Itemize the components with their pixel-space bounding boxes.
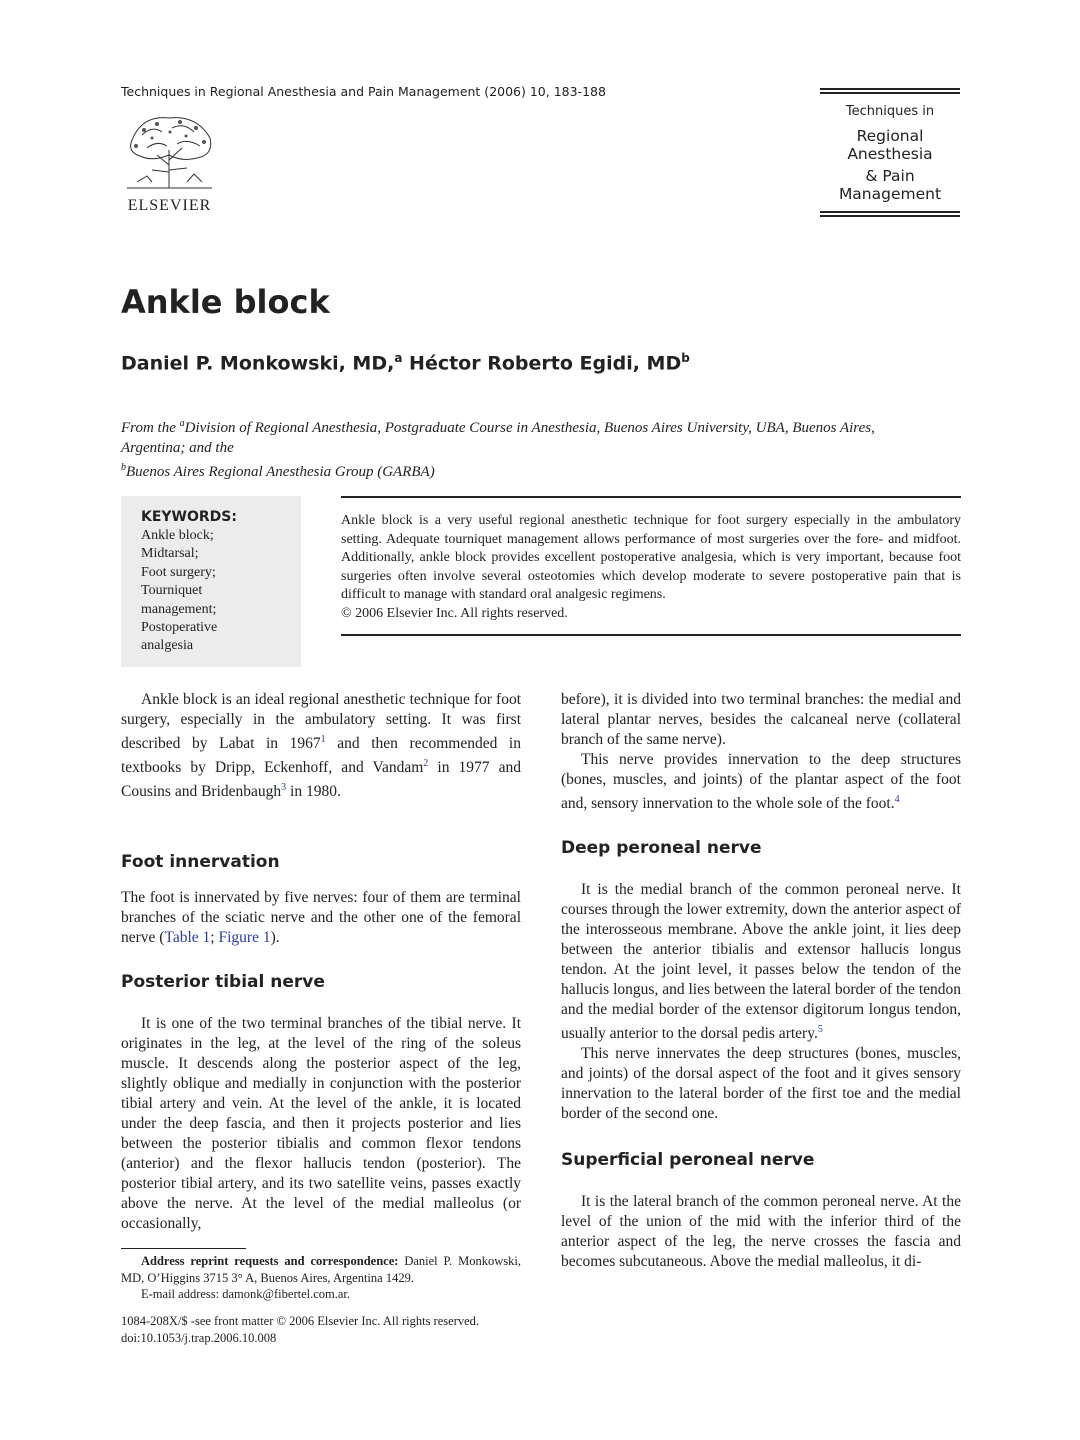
journal-logo-rule xyxy=(820,215,960,217)
keyword-item: Ankle block; xyxy=(141,528,214,543)
article-title: Ankle block xyxy=(121,283,330,321)
elsevier-logo xyxy=(122,110,217,215)
front-matter xyxy=(121,1313,479,1346)
keyword-item: Tourniquet xyxy=(141,583,203,599)
affiliation-marker: a xyxy=(394,351,403,365)
section-heading: Deep peroneal nerve xyxy=(561,838,762,859)
author-name: Daniel P. Monkowski, MD, xyxy=(121,352,395,375)
text-run: Ankle block is an ideal regional anesthetic technique for foot surgery, especially in the ambulatory setting. It was first described by Labat in 1967 xyxy=(121,691,521,753)
journal-logo-line3: & Pain Management xyxy=(838,167,942,203)
keyword-item: management; xyxy=(141,601,217,617)
author-name: Héctor Roberto Egidi, MD xyxy=(402,352,682,375)
left-column xyxy=(121,690,521,1234)
text-run: in 1977 and Cousins and Bridenbaugh xyxy=(121,759,521,801)
deep-peroneal-paragraph xyxy=(561,880,961,1044)
reference-link[interactable]: 3 xyxy=(281,782,287,794)
affiliation-prefix: From the xyxy=(121,420,180,436)
reference-link[interactable]: 4 xyxy=(894,794,900,805)
journal-logo xyxy=(820,86,960,219)
text-run: in 1980. xyxy=(286,783,341,801)
footnote-rule xyxy=(121,1248,246,1249)
affiliation-a: Division of Regional Anesthesia, Postgraduate Course in Anesthesia, Buenos Aires University, UBA, Buenos Aires, Argentina; and the xyxy=(121,420,875,456)
section-heading: Posterior tibial nerve xyxy=(121,972,325,993)
abstract-copyright: © 2006 Elsevier Inc. All rights reserved. xyxy=(341,605,568,621)
reference-link[interactable]: 5 xyxy=(817,1024,823,1036)
text-run: ; xyxy=(210,929,219,947)
keyword-item: Foot surgery; xyxy=(141,564,216,580)
journal-logo-rule xyxy=(820,88,960,90)
affiliation-b: Buenos Aires Regional Anesthesia Group (GARBA) xyxy=(126,464,435,480)
keyword-item: Postoperative xyxy=(141,620,218,636)
affiliation-marker: b xyxy=(681,351,690,365)
text-run: The foot is innervated by five nerves: four of them are terminal branches of the sciatic nerve and the other one of the femoral nerve ( xyxy=(121,889,521,947)
correspondence-address xyxy=(121,1253,521,1286)
foot-innervation-paragraph xyxy=(121,888,521,948)
text-run: and then recommended in textbooks by Dripp, Eckenhoff, and Vandam xyxy=(121,735,521,777)
intro-paragraph xyxy=(121,690,521,802)
running-head: Techniques in Regional Anesthesia and Pain Management (2006) 10, 183-188 xyxy=(121,84,606,99)
reference-link[interactable]: 1 xyxy=(320,734,326,745)
text-run: ). xyxy=(270,929,280,947)
posterior-tibial-continued: before), it is divided into two terminal branches: the medial and lateral plantar nerves, besides the calcaneal nerve (collateral branch of the same nerve). xyxy=(561,691,961,748)
table-link[interactable]: Table 1 xyxy=(164,929,211,947)
posterior-tibial-innervation xyxy=(561,750,961,814)
right-column xyxy=(561,690,961,1272)
superficial-peroneal-paragraph: It is the lateral branch of the common peroneal nerve. At the level of the union of the mid with the inferior third of the anterior aspect of the leg, the nerve crosses the fascia and becomes subcutaneous. Above the medial malleolus, it di- xyxy=(561,1193,961,1271)
section-heading: Foot innervation xyxy=(121,852,280,873)
keyword-item: Midtarsal; xyxy=(141,546,199,562)
correspondence-footnote xyxy=(121,1253,521,1303)
keywords-heading: KEYWORDS: xyxy=(141,509,237,525)
text-run: It is the medial branch of the common peroneal nerve. It courses through the lower extremity, down the anterior aspect of the interosseous membrane. Above the ankle joint, it lies deep between the anterior tibialis and extensor hallucis longus tendon. At the joint level, it passes below the tendon of the hallucis longus, and lies between the lateral border of the tendon and the medial border of the extensor digitorum longus tendon, usually anterior to the dorsal pedis artery. xyxy=(561,881,961,1043)
footnote-label: Address reprint requests and correspondence: xyxy=(141,1254,399,1268)
correspondence-email: E-mail address: damonk@fibertel.com.ar. xyxy=(141,1287,351,1301)
posterior-tibial-paragraph: It is one of the two terminal branches of the tibial nerve. It originates in the leg, at the level of the ring of the soleus muscle. It descends along the posterior aspect of the leg, slightly oblique and medially in conjunction with the posterior tibial artery and vein. At the level of the ankle, it is located under the deep fascia, and then it projects posterior and lies between the posterior tibialis and common flexor tendons (anterior) and the flexor hallucis tendon (posterior). The posterior tibial artery, and its two satellite veins, passes exactly above the nerve. At the level of the medial malleolus (or occasionally, xyxy=(121,1015,521,1233)
keywords-box xyxy=(121,496,301,667)
abstract-text: Ankle block is a very useful regional anesthetic technique for foot surgery especially in the ambulatory setting. Adequate tourniquet management allows performance of most surgeries over the fore- and midfoot. Additionally, ankle block provides excellent postoperative analgesia, which is very important, because foot surgeries often involve several osteotomies which develop moderate to severe postoperative pain that is difficult to manage with standard oral analgesic regimens. xyxy=(341,513,961,602)
journal-logo-rule xyxy=(820,92,960,94)
journal-logo-line2: Regional Anesthesia xyxy=(847,127,933,163)
author-list xyxy=(121,351,690,374)
elsevier-tree-icon xyxy=(122,110,217,190)
affiliations xyxy=(121,414,901,482)
issn-line: 1084-208X/$ -see front matter © 2006 Elsevier Inc. All rights reserved. xyxy=(121,1314,480,1328)
deep-peroneal-innervation: This nerve innervates the deep structures (bones, muscles, and joints) of the dorsal aspect of the foot and it gives sensory innervation to the lateral border of the first toe and the medial border of the second one. xyxy=(561,1045,961,1123)
keyword-item: analgesia xyxy=(141,638,194,654)
journal-logo-rule xyxy=(820,211,960,213)
abstract xyxy=(341,496,961,636)
figure-link[interactable]: Figure 1 xyxy=(218,929,271,947)
affiliation-marker: a xyxy=(179,418,185,429)
elsevier-wordmark: ELSEVIER xyxy=(127,197,212,214)
section-heading: Superficial peroneal nerve xyxy=(561,1150,815,1171)
affiliation-marker: b xyxy=(121,462,126,473)
doi-line: doi:10.1053/j.trap.2006.10.008 xyxy=(121,1330,277,1345)
journal-logo-line1: Techniques in xyxy=(845,104,935,119)
reference-link[interactable]: 2 xyxy=(423,758,429,770)
footnote-text: Daniel P. Monkowski, MD, O’Higgins 3715 3° A, Buenos Aires, Argentina 1429. xyxy=(121,1254,521,1285)
text-run: This nerve provides innervation to the deep structures (bones, muscles, and joints) of the plantar aspect of the foot and, sensory innervation to the whole sole of the foot. xyxy=(561,751,961,813)
